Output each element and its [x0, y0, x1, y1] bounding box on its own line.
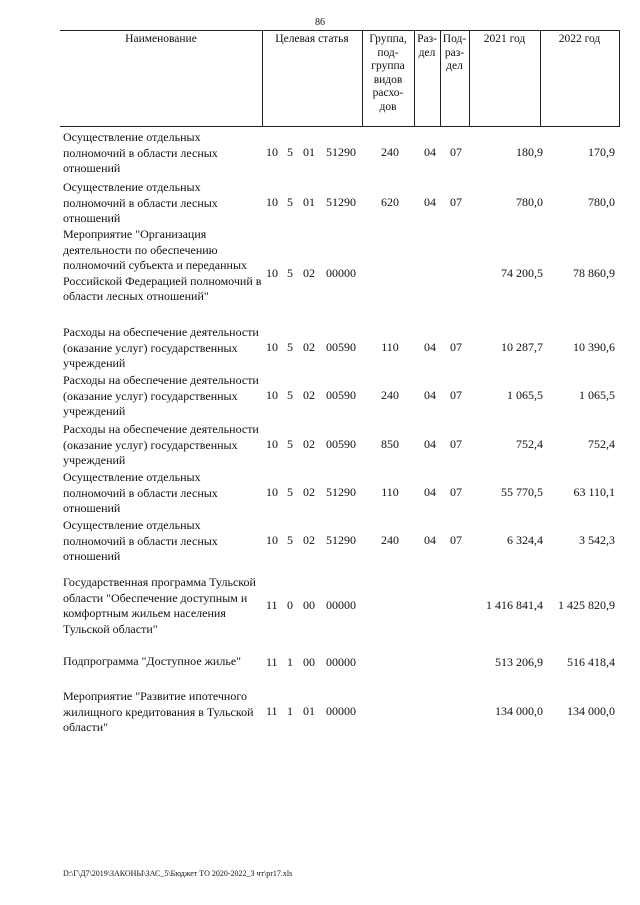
target-code-2: 0	[287, 598, 293, 612]
row-name: Осуществление отдельных полномочий в области лесных отношений	[63, 518, 218, 563]
target-code-4: 00590	[326, 437, 356, 451]
row-name: Расходы на обеспечение деятельности (оказание услуг) государственных учреждений	[63, 325, 259, 370]
value-2022: 10 390,6	[573, 340, 615, 354]
value-2021: 752,4	[516, 437, 543, 451]
group-line: группа	[371, 60, 405, 72]
value-2022: 752,4	[588, 437, 615, 451]
target-code-3: 01	[303, 704, 315, 718]
file-path-footer: D:\Г\Д7\2019\ЗАКОНЫ\ЗАС_5\Бюджет ТО 2020-2022_3 чт\pr17.xls	[63, 869, 293, 878]
target-code-3: 00	[303, 598, 315, 612]
value-2022: 1 065,5	[579, 388, 615, 402]
subsection-code: 07	[450, 195, 462, 209]
header-target	[262, 30, 363, 127]
section-code: 04	[424, 388, 436, 402]
subsection-line: Под-	[442, 33, 467, 45]
target-code-3: 00	[303, 655, 315, 669]
target-code-2: 5	[287, 195, 293, 209]
target-code-2: 5	[287, 533, 293, 547]
header-target-label: Целевая статья	[275, 33, 349, 45]
target-code-1: 10	[266, 437, 278, 451]
section-line: Раз-	[417, 33, 437, 45]
header-2021-label: 2021 год	[483, 33, 526, 45]
target-code-2: 1	[287, 704, 293, 718]
value-2022: 78 860,9	[573, 266, 615, 280]
row-name: Осуществление отдельных полномочий в области лесных отношений	[63, 130, 218, 175]
expense-group: 240	[381, 533, 399, 547]
header-2022	[540, 30, 620, 127]
value-2021: 1 065,5	[507, 388, 543, 402]
target-code-2: 5	[287, 145, 293, 159]
row-name: Осуществление отдельных полномочий в области лесных отношений	[63, 180, 218, 225]
target-code-4: 00590	[326, 340, 356, 354]
value-2022: 516 418,4	[567, 655, 615, 669]
target-code-4: 51290	[326, 195, 356, 209]
row-name: Мероприятие "Развитие ипотечного жилищного кредитования в Тульской области"	[63, 689, 254, 734]
value-2021: 6 324,4	[507, 533, 543, 547]
target-code-1: 10	[266, 388, 278, 402]
value-2022: 3 542,3	[579, 533, 615, 547]
value-2022: 1 425 820,9	[558, 598, 615, 612]
header-subsection	[440, 30, 470, 127]
expense-group: 850	[381, 437, 399, 451]
target-code-2: 5	[287, 266, 293, 280]
section-code: 04	[424, 533, 436, 547]
target-code-1: 10	[266, 533, 278, 547]
target-code-1: 11	[266, 655, 278, 669]
expense-group: 110	[381, 485, 399, 499]
expense-group: 240	[381, 145, 399, 159]
value-2022: 780,0	[588, 195, 615, 209]
target-code-1: 10	[266, 145, 278, 159]
target-code-1: 10	[266, 485, 278, 499]
target-code-2: 5	[287, 388, 293, 402]
target-code-3: 02	[303, 266, 315, 280]
value-2022: 170,9	[588, 145, 615, 159]
target-code-3: 01	[303, 195, 315, 209]
expense-group: 110	[381, 340, 399, 354]
target-code-1: 10	[266, 266, 278, 280]
subsection-line: раз-	[444, 46, 465, 59]
row-name: Государственная программа Тульской области "Обеспечение доступным и комфортным жильем населения Тульской области"	[63, 575, 256, 636]
value-2021: 74 200,5	[501, 266, 543, 280]
subsection-code: 07	[450, 340, 462, 354]
group-line: видов	[373, 73, 403, 86]
target-code-2: 1	[287, 655, 293, 669]
target-code-3: 02	[303, 388, 315, 402]
row-name: Расходы на обеспечение деятельности (оказание услуг) государственных учреждений	[63, 422, 259, 467]
header-2021	[469, 30, 541, 127]
subsection-line: дел	[446, 60, 463, 72]
target-code-3: 02	[303, 340, 315, 354]
target-code-2: 5	[287, 437, 293, 451]
target-code-4: 51290	[326, 533, 356, 547]
target-code-4: 00000	[326, 704, 356, 718]
target-code-3: 02	[303, 485, 315, 499]
header-name	[60, 30, 263, 127]
header-section	[414, 30, 441, 127]
header-name-label: Наименование	[125, 33, 197, 45]
row-name: Расходы на обеспечение деятельности (оказание услуг) государственных учреждений	[63, 373, 259, 418]
value-2021: 134 000,0	[495, 704, 543, 718]
target-code-1: 10	[266, 340, 278, 354]
section-code: 04	[424, 437, 436, 451]
section-line: дел	[418, 46, 436, 59]
header-group	[362, 30, 415, 127]
value-2022: 63 110,1	[573, 485, 615, 499]
value-2022: 134 000,0	[567, 704, 615, 718]
target-code-2: 5	[287, 485, 293, 499]
value-2021: 1 416 841,4	[486, 598, 543, 612]
target-code-4: 00000	[326, 266, 356, 280]
section-code: 04	[424, 340, 436, 354]
group-line: расхо-	[372, 87, 404, 99]
value-2021: 780,0	[516, 195, 543, 209]
subsection-code: 07	[450, 437, 462, 451]
value-2021: 55 770,5	[501, 485, 543, 499]
group-line: Группа,	[369, 33, 407, 45]
subsection-code: 07	[450, 145, 462, 159]
section-code: 04	[424, 195, 436, 209]
target-code-4: 00590	[326, 388, 356, 402]
section-code: 04	[424, 145, 436, 159]
target-code-1: 11	[266, 598, 278, 612]
subsection-code: 07	[450, 533, 462, 547]
value-2021: 180,9	[516, 145, 543, 159]
page-number: 86	[315, 17, 325, 28]
target-code-4: 51290	[326, 145, 356, 159]
target-code-4: 00000	[326, 598, 356, 612]
row-name: Осуществление отдельных полномочий в области лесных отношений	[63, 470, 218, 515]
row-name: Мероприятие "Организация деятельности по обеспечению полномочий субъекта и переданных Российской Федерацией полномочий в области лесных отношений"	[63, 227, 262, 303]
target-code-1: 10	[266, 195, 278, 209]
value-2021: 10 287,7	[501, 340, 543, 354]
section-code: 04	[424, 485, 436, 499]
target-code-2: 5	[287, 340, 293, 354]
value-2021: 513 206,9	[495, 655, 543, 669]
target-code-4: 51290	[326, 485, 356, 499]
row-name: Подпрограмма "Доступное жилье"	[63, 654, 242, 668]
subsection-code: 07	[450, 485, 462, 499]
expense-group: 240	[381, 388, 399, 402]
target-code-3: 02	[303, 437, 315, 451]
target-code-3: 01	[303, 145, 315, 159]
subsection-code: 07	[450, 388, 462, 402]
target-code-3: 02	[303, 533, 315, 547]
group-line: дов	[379, 100, 397, 113]
target-code-1: 11	[266, 704, 278, 718]
expense-group: 620	[381, 195, 399, 209]
header-2022-label: 2022 год	[558, 33, 601, 45]
target-code-4: 00000	[326, 655, 356, 669]
group-line: под-	[377, 46, 399, 59]
